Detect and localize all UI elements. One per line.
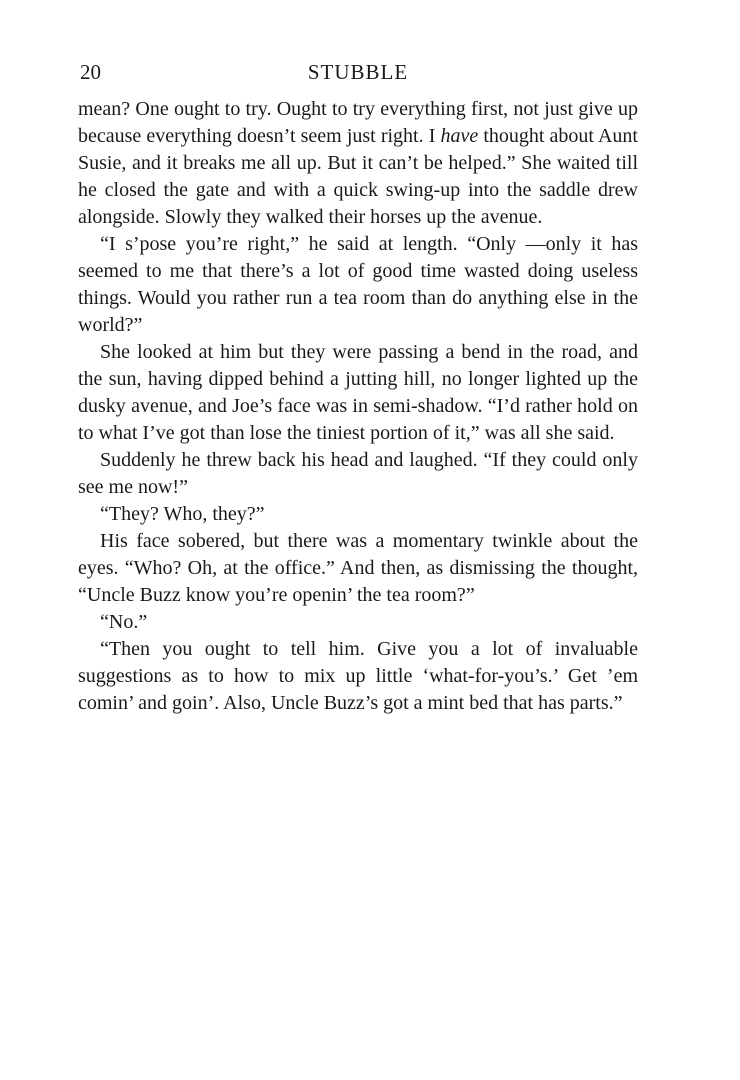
paragraph-2: “I s’pose you’re right,” he said at length. “Only —only it has seemed to me that there’s a lot of good time wasted doing useless things. Would you rather run a tea room than do anything else in the world?” — [78, 233, 638, 336]
paragraph-1-start: mean? One ought to try. Ought to try everything first, not just give up because everything doesn’t seem just right. I — [78, 98, 638, 147]
running-title: STUBBLE — [307, 60, 409, 84]
page-number: 20 — [80, 60, 101, 84]
paragraph-1-end: thought about Aunt Susie, and it breaks me all up. But it can’t be helped.” She waited till he closed the gate and with a quick swing-up into the saddle drew alongside. Slowly they walked their horses up the avenue. — [78, 125, 638, 228]
emphasized-word: have — [440, 125, 479, 147]
running-head — [78, 56, 638, 88]
paragraph-3: She looked at him but they were passing a bend in the road, and the sun, having dipped behind a jutting hill, no longer lighted up the dusky avenue, and Joe’s face was in semi-shadow. “I’d rather hold on to what I’ve got than lose the tiniest portion of it,” was all she said. — [78, 341, 638, 444]
paragraph-8: “Then you ought to tell him. Give you a lot of invaluable suggestions as to how to mix up little ‘what-for-you’s.’ Get ’em comin’ and goin’. Also, Uncle Buzz’s got a mint bed that has parts.” — [78, 638, 638, 714]
paragraph-7: “No.” — [100, 611, 148, 633]
paragraph-4: Suddenly he threw back his head and laughed. “If they could only see me now!” — [78, 449, 638, 498]
paragraph-5: “They? Who, they?” — [100, 503, 265, 525]
body-text — [78, 96, 638, 717]
paragraph-1 — [78, 96, 638, 231]
paragraph-6: His face sobered, but there was a momentary twinkle about the eyes. “Who? Oh, at the office.” And then, as dismissing the thought, “Uncle Buzz know you’re openin’ the tea room?” — [78, 530, 638, 606]
book-page — [78, 56, 638, 717]
